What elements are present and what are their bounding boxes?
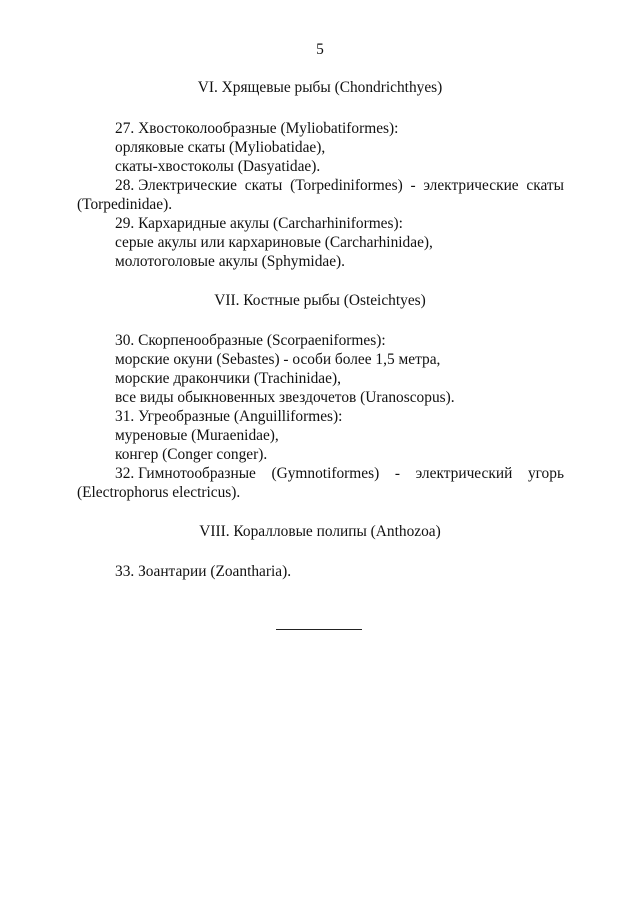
list-item-31: 31. Угреобразные (Anguilliformes):: [115, 408, 343, 425]
end-separator-line: [276, 629, 362, 630]
list-subitem: конгер (Conger conger).: [115, 446, 268, 463]
section-heading-vii: VII. Костные рыбы (Osteichtyes): [214, 292, 426, 309]
list-item-28: [115, 176, 564, 196]
list-subitem: серые акулы или кархариновые (Carcharhinidae),: [115, 234, 433, 251]
page-number: 5: [316, 41, 324, 58]
section-heading-viii: VIII. Коралловые полипы (Anthozoa): [199, 523, 441, 540]
word: 28. Электрические: [115, 177, 238, 194]
list-subitem: морские окуни (Sebastes) - особи более 1,5 метра,: [115, 351, 441, 368]
list-subitem: молотоголовые акулы (Sphymidae).: [115, 253, 346, 270]
list-item-27: 27. Хвостоколообразные (Myliobatiformes):: [115, 120, 399, 137]
word: 32. Гимнотообразные: [115, 465, 256, 482]
list-item-continuation: (Torpedinidae).: [77, 196, 173, 213]
list-item-continuation: (Electrophorus electricus).: [77, 484, 241, 501]
word: -: [410, 177, 416, 194]
word: электрические: [423, 177, 519, 194]
list-item-30: 30. Скорпенообразные (Scorpaeniformes):: [115, 332, 386, 349]
word: (Torpediniformes): [290, 177, 403, 194]
section-heading-vi: VI. Хрящевые рыбы (Chondrichthyes): [197, 79, 443, 96]
word: скаты: [526, 177, 564, 194]
list-subitem: скаты-хвостоколы (Dasyatidae).: [115, 158, 321, 175]
list-subitem: все виды обыкновенных звездочетов (Uranoscopus).: [115, 389, 455, 406]
word: -: [394, 465, 400, 482]
list-subitem: муреновые (Muraenidae),: [115, 427, 279, 444]
list-subitem: морские дракончики (Trachinidae),: [115, 370, 341, 387]
word: электрический: [415, 465, 513, 482]
word: (Gymnotiformes): [271, 465, 380, 482]
list-subitem: орляковые скаты (Myliobatidae),: [115, 139, 326, 156]
word: скаты: [244, 177, 283, 194]
word: угорь: [527, 465, 564, 482]
list-item-33: 33. Зоантарии (Zoantharia).: [115, 563, 292, 580]
list-item-32: [115, 464, 564, 484]
list-item-29: 29. Кархаридные акулы (Carcharhiniformes):: [115, 215, 403, 232]
